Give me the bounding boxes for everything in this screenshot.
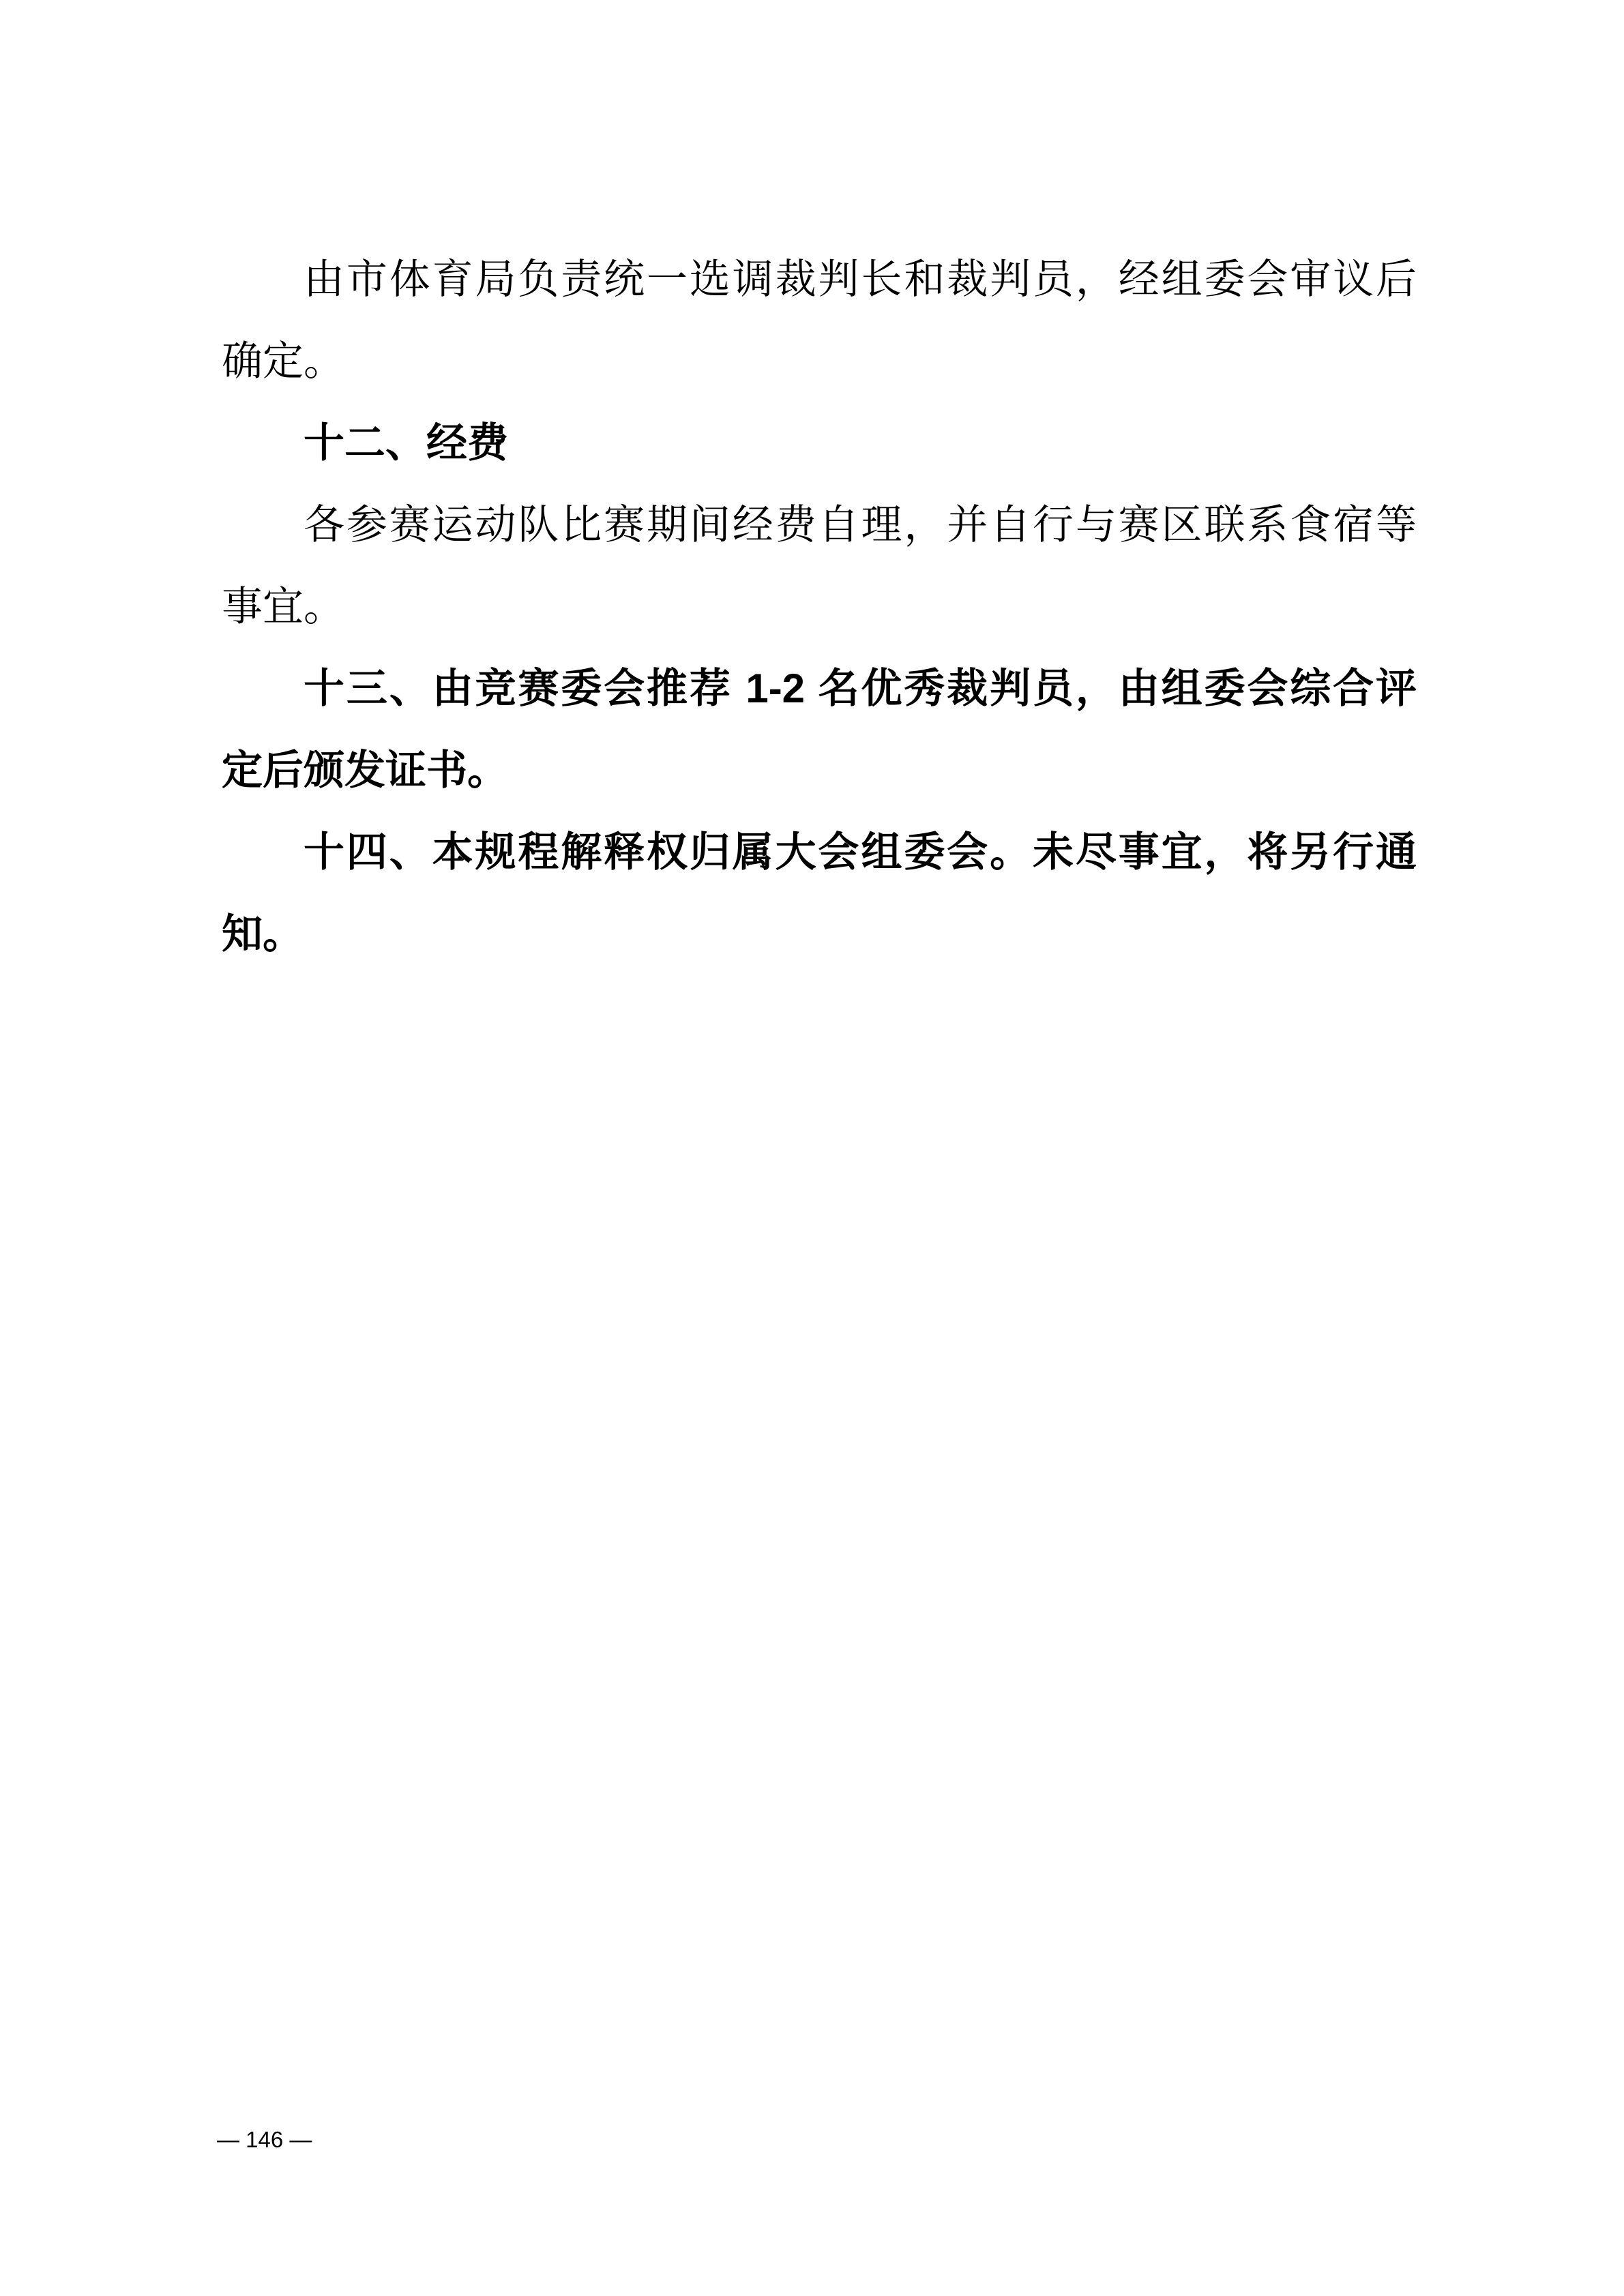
para-interpretation-line-2: 知。 (222, 911, 304, 957)
para-outstanding-referees-line-1: 十三、由竞赛委会推荐 1-2 名优秀裁判员，由组委会综合评 (304, 666, 1417, 711)
para-referee-selection-line-1: 由市体育局负责统一选调裁判长和裁判员，经组委会审议后 (304, 257, 1417, 302)
para-outstanding-referees-line-2: 定后颁发证书。 (222, 747, 508, 793)
para-funding-line-1: 各参赛运动队比赛期间经费自理，并自行与赛区联系食宿等 (304, 503, 1417, 548)
page-number: — 146 — (217, 2127, 312, 2152)
para-funding-line-2: 事宜。 (222, 584, 344, 629)
heading-funding: 十二、经费 (304, 420, 508, 466)
para-interpretation-line-1: 十四、本规程解释权归属大会组委会。未尽事宜，将另行通 (304, 829, 1417, 875)
para-referee-selection-line-2: 确定。 (222, 339, 344, 384)
document-body (222, 239, 1417, 975)
